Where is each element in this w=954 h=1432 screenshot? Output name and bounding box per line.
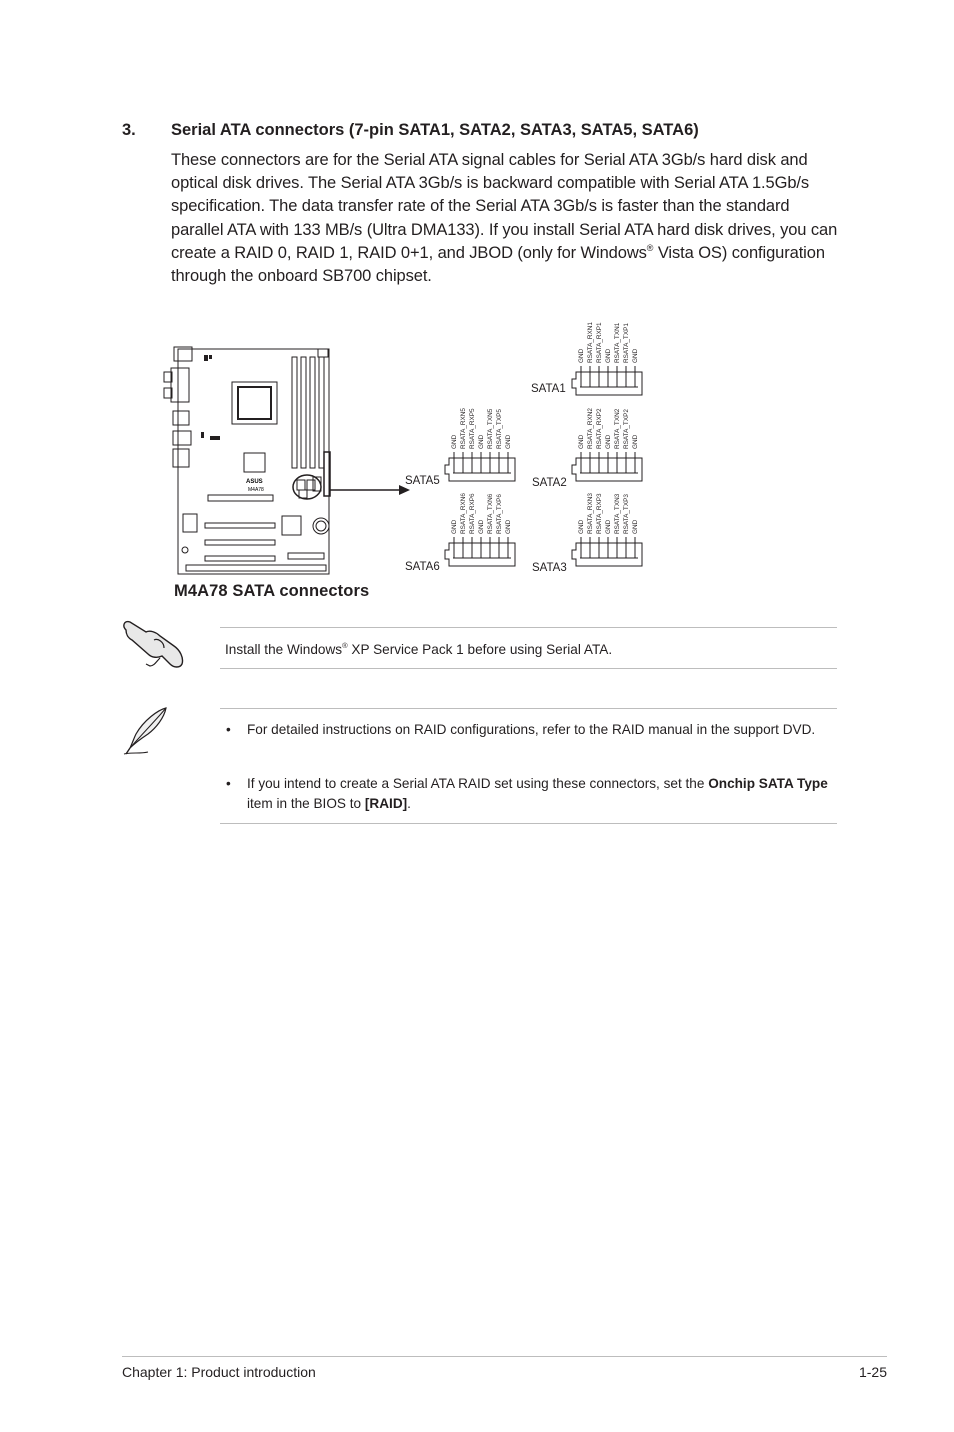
note-item-1 <box>220 720 837 740</box>
pin-label: RSATA_TXN6 <box>487 493 495 534</box>
connector-label: SATA6 <box>405 561 440 573</box>
connector-label: SATA5 <box>405 475 440 487</box>
pin-label: RSATA_TXN5 <box>487 408 495 449</box>
footer-chapter: Chapter 1: Product introduction <box>122 1364 316 1380</box>
pin-label: RSATA_RXP2 <box>596 408 604 449</box>
pin-label: GND <box>605 348 613 363</box>
pin-label: RSATA_RXP1 <box>596 322 604 363</box>
pin-label: RSATA_RXN1 <box>587 322 595 363</box>
bios-item-name: Onchip SATA Type <box>708 776 828 791</box>
pin-label: GND <box>578 348 586 363</box>
note-item-1-text: For detailed instructions on RAID configurations, refer to the RAID manual in the support DVD. <box>247 722 816 737</box>
pin-label: RSATA_RXP3 <box>596 493 604 534</box>
footer-divider <box>122 1356 887 1357</box>
paragraph-text-end: Vista OS) configuration through the onboard SB700 chipset. <box>171 243 825 286</box>
pin-label: GND <box>632 348 640 363</box>
note-item-2-text-end: . <box>407 796 411 811</box>
bullet-icon: • <box>226 776 231 791</box>
footer-page-number: 1-25 <box>858 1364 887 1380</box>
pin-label: RSATA_TXP2 <box>623 409 631 449</box>
section-number: 3. <box>122 121 136 139</box>
pin-label: RSATA_TXN1 <box>614 322 622 363</box>
pin-label: RSATA_RXN3 <box>587 493 595 534</box>
note-item-2-text: If you intend to create a Serial ATA RAID set using these connectors, set the <box>247 776 709 791</box>
pin-label: GND <box>605 519 613 534</box>
board-model-label: M4A78 <box>248 487 264 493</box>
pin-label: GND <box>478 434 486 449</box>
section-title: Serial ATA connectors (7-pin SATA1, SATA2, SATA3, SATA5, SATA6) <box>171 121 699 139</box>
caution-box <box>220 627 837 669</box>
caution-text-end: XP Service Pack 1 before using Serial ATA. <box>347 642 613 657</box>
pin-label: GND <box>605 434 613 449</box>
pin-label: GND <box>505 434 513 449</box>
sata-connector-sata5 <box>445 458 515 481</box>
note-item-2-text-middle: item in the BIOS to <box>247 796 365 811</box>
hand-caution-icon <box>120 614 188 670</box>
pin-label: RSATA_TXP1 <box>623 323 631 363</box>
sata-connector-sata2 <box>572 458 642 481</box>
diagram-caption: M4A78 SATA connectors <box>174 582 370 600</box>
bullet-icon: • <box>226 722 231 737</box>
pin-label: RSATA_TXP3 <box>623 494 631 534</box>
note-item-2 <box>220 774 837 814</box>
pin-label: RSATA_TXN3 <box>614 493 622 534</box>
pin-label: GND <box>578 434 586 449</box>
pin-label: GND <box>478 519 486 534</box>
pin-label: RSATA_TXP6 <box>496 494 504 534</box>
bios-value: [RAID] <box>364 796 408 811</box>
motherboard-layout-diagram <box>0 0 954 640</box>
pin-label: RSATA_RXN6 <box>460 493 468 534</box>
sata-connector-sata3 <box>572 543 642 566</box>
pin-label: RSATA_RXN5 <box>460 408 468 449</box>
pin-label: RSATA_RXP5 <box>469 408 477 449</box>
connector-label: SATA2 <box>532 477 567 489</box>
note-box <box>220 708 837 824</box>
pin-label: RSATA_RXN2 <box>587 408 595 449</box>
connector-label: SATA1 <box>531 383 566 395</box>
pin-label: RSATA_TXP5 <box>496 409 504 449</box>
caution-text-start: Install the Windows <box>225 642 343 657</box>
pin-label: RSATA_RXP6 <box>469 493 477 534</box>
pin-label: GND <box>632 434 640 449</box>
board-brand-logo: ASUS <box>246 479 263 485</box>
connector-label: SATA3 <box>532 562 567 574</box>
pin-label: GND <box>451 519 459 534</box>
pin-label: GND <box>632 519 640 534</box>
sata-connector-sata6 <box>445 543 515 566</box>
pin-label: GND <box>578 519 586 534</box>
registered-mark: ® <box>342 641 348 650</box>
quill-note-icon <box>122 706 174 756</box>
registered-mark: ® <box>646 242 654 253</box>
paragraph-text: These connectors are for the Serial ATA signal cables for Serial ATA 3Gb/s hard disk and optical disk drives. The Serial ATA 3Gb/s is backward compatible with Serial ATA 1.5Gb/s specification. The data transfer rate of the Serial ATA 3Gb/s is faster than the standard parallel ATA with 133 MB/s (Ultra DMA133). If you install Serial ATA hard disk drives, you can create a RAID 0, RAID 1, RAID 0+1, and JBOD (only for Windows <box>171 151 838 262</box>
pin-label: GND <box>451 434 459 449</box>
caution-text <box>225 640 612 660</box>
sata-connector-sata1 <box>572 372 642 395</box>
pin-label: RSATA_TXN2 <box>614 408 622 449</box>
pin-label: GND <box>505 519 513 534</box>
